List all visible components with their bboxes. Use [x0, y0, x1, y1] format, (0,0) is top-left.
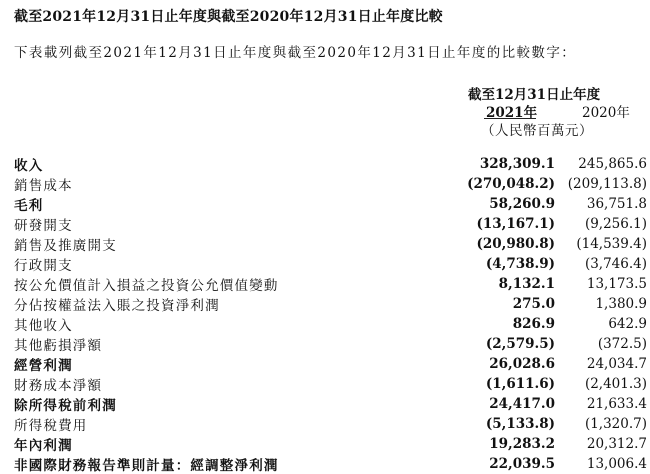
row-label: 按公允價值計入損益之投資公允價值變動	[14, 278, 279, 294]
value-2021: 24,417.0	[489, 396, 555, 412]
row-label: 其他虧損淨額	[14, 338, 103, 354]
table-row	[14, 154, 647, 174]
table-row	[14, 194, 647, 214]
row-label: 財務成本淨額	[14, 378, 103, 394]
table-row	[14, 434, 647, 454]
value-2021: 826.9	[512, 316, 555, 332]
value-2020: 21,633.4	[586, 396, 647, 412]
row-label: 行政開支	[14, 258, 73, 274]
value-2021: (2,579.5)	[485, 336, 555, 352]
value-2021: (270,048.2)	[467, 176, 555, 192]
value-2021: 26,028.6	[489, 356, 555, 372]
table-row	[14, 174, 647, 194]
row-label: 毛利	[14, 198, 44, 214]
row-label: 年內利潤	[14, 438, 73, 454]
value-2020: (9,256.1)	[584, 216, 647, 232]
comparison-table	[14, 154, 647, 474]
row-label: 研發開支	[14, 218, 73, 234]
table-row	[14, 314, 647, 334]
value-2020: (3,746.4)	[584, 256, 647, 272]
row-label: 收入	[14, 158, 44, 174]
table-row	[14, 294, 647, 314]
table-row	[14, 414, 647, 434]
row-label: 所得稅費用	[14, 418, 88, 434]
value-2021: 275.0	[512, 296, 555, 312]
value-2021: 58,260.9	[489, 196, 555, 212]
value-2020: 36,751.8	[586, 196, 647, 212]
value-2021: (5,133.8)	[485, 416, 555, 432]
value-2021: 22,039.5	[489, 456, 555, 472]
value-2020: 24,034.7	[586, 356, 647, 372]
row-label: 銷售及推廣開支	[14, 238, 117, 254]
table-row	[14, 354, 647, 374]
unit-label: （人民幣百萬元）	[481, 123, 593, 139]
column-header-period: 截至12月31日止年度	[468, 87, 601, 103]
value-2021: (13,167.1)	[476, 216, 555, 232]
value-2020: 13,173.5	[586, 276, 647, 292]
table-row	[14, 214, 647, 234]
value-2020: (1,320.7)	[584, 416, 647, 432]
table-row	[14, 274, 647, 294]
row-label: 分佔按權益法入賬之投資淨利潤	[14, 298, 220, 314]
value-2020: 20,312.7	[586, 436, 647, 452]
value-2020: (372.5)	[597, 336, 647, 352]
value-2021: (1,611.6)	[485, 376, 555, 392]
table-row	[14, 394, 647, 414]
value-2020: 245,865.6	[578, 156, 647, 172]
table-row	[14, 374, 647, 394]
value-2021: 328,309.1	[479, 156, 555, 172]
row-label: 銷售成本	[14, 178, 73, 194]
value-2020: 1,380.9	[595, 296, 647, 312]
table-body	[14, 154, 647, 474]
column-header-2020: 2020年	[582, 105, 630, 121]
table-row	[14, 254, 647, 274]
row-label: 除所得稅前利潤	[14, 398, 117, 414]
row-label: 其他收入	[14, 318, 73, 334]
value-2020: (2,401.3)	[584, 376, 647, 392]
intro-text: 下表載列截至2021年12月31日止年度與截至2020年12月31日止年度的比較數字：	[14, 45, 577, 61]
table-row	[14, 234, 647, 254]
value-2020: (14,539.4)	[576, 236, 647, 252]
table-row	[14, 334, 647, 354]
value-2021: 19,283.2	[489, 436, 555, 452]
value-2021: 8,132.1	[498, 276, 555, 292]
table-row	[14, 454, 647, 474]
value-2020: (209,113.8)	[567, 176, 647, 192]
row-label: 經營利潤	[14, 358, 73, 374]
value-2021: (4,738.9)	[485, 256, 555, 272]
section-heading: 截至2021年12月31日止年度與截至2020年12月31日止年度比較	[14, 9, 443, 25]
value-2020: 13,006.4	[586, 456, 647, 472]
column-header-2021: 2021年	[486, 105, 538, 121]
row-label: 非國際財務報告準則計量：經調整淨利潤	[14, 458, 279, 474]
value-2021: (20,980.8)	[476, 236, 555, 252]
value-2020: 642.9	[608, 316, 647, 332]
